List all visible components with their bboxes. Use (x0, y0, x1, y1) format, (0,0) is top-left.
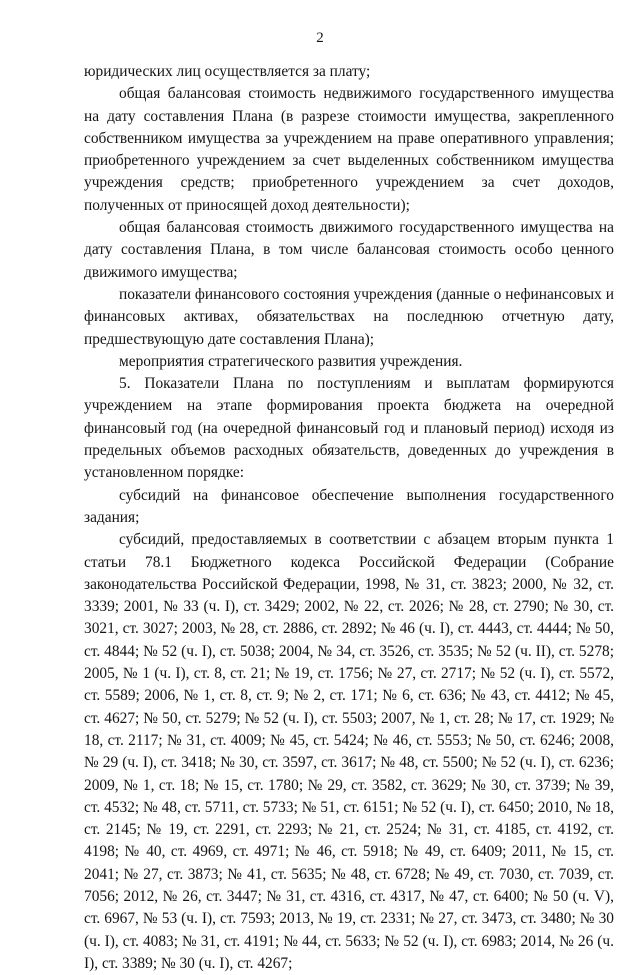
page-number: 2 (316, 30, 324, 46)
paragraph-3: общая балансовая стоимость движимого государственного имущества на дату составления Плана, в том числе балансовая стоимость особо ценного движимого имущества; (84, 219, 614, 281)
paragraph-4: показатели финансового состояния учреждения (данные о нефинансовых и финансовых активах, обязательствах на последнюю отчетную дату, предшествующую дате составления Плана); (84, 285, 614, 348)
paragraph-7: субсидий на финансовое обеспечение выполнения государственного задания; (84, 486, 614, 526)
paragraph-6: 5. Показатели Плана по поступлениям и выплатам формируются учреждением на этапе формирования проекта бюджета на очередной финансовый год (на очередной финансовый год и плановый период) исходя из предельных объемов расходных обязательств, доведенных до учреждения в установленном порядке: (84, 375, 614, 482)
paragraph-5: мероприятия стратегического развития учреждения. (119, 352, 463, 370)
paragraph-2: общая балансовая стоимость недвижимого государственного имущества на дату составления Плана (в разрезе стоимости имущества, закрепленного собственником имущества за учреждением на праве оперативного управления; приобретенного учреждением за счет выделенных собственником имущества учреждения средств; приобретенного учреждением за счет доходов, полученных от приносящей доход деятельности); (84, 85, 614, 214)
document-body (84, 61, 614, 975)
paragraph-8: субсидий, предоставляемых в соответствии с абзацем вторым пункта 1 статьи 78.1 Бюджетного кодекса Российской Федерации (Собрание законодательства Российской Федерации, 1998, № 31, ст. 3823; 2000, № 32, ст. 3339; 2001, № 33 (ч. I), ст. 3429; 2002, № 22, ст. 2026; № 28, ст. 2790; № 30, ст. 3021, ст. 3027; 2003, № 28, ст. 2886, ст. 2892; № 46 (ч. I), ст. 4443, ст. 4444; № 50, ст. 4844; № 52 (ч. I), ст. 5038; 2004, № 34, ст. 3526, ст. 3535; № 52 (ч. II), ст. 5278; 2005, № 1 (ч. I), ст. 8, ст. 21; № 19, ст. 1756; № 27, ст. 2717; № 52 (ч. I), ст. 5572, ст. 5589; 2006, № 1, ст. 8, ст. 9; № 2, ст. 171; № 6, ст. 636; № 43, ст. 4412; № 45, ст. 4627; № 50, ст. 5279; № 52 (ч. I), ст. 5503; 2007, № 1, ст. 28; № 17, ст. 1929; № 18, ст. 2117; № 31, ст. 4009; № 45, ст. 5424; № 46, ст. 5553; № 50, ст. 6246; 2008, № 29 (ч. I), ст. 3418; № 30, ст. 3597, ст. 3617; № 48, ст. 5500; № 52 (ч. I), ст. 6236; 2009, № 1, ст. 18; № 15, ст. 1780; № 29, ст. 3582, ст. 3629; № 30, ст. 3739; № 39, ст. 4532; № 48, ст. 5711, ст. 5733; № 51, ст. 6151; № 52 (ч. I), ст. 6450; 2010, № 18, ст. 2145; № 19, ст. 2291, ст. 2293; № 21, ст. 2524; № 31, ст. 4185, ст. 4192, ст. 4198; № 40, ст. 4969, ст. 4971; № 46, ст. 5918; № 49, ст. 6409; 2011, № 15, ст. 2041; № 27, ст. 3873; № 41, ст. 5635; № 48, ст. 6728; № 49, ст. 7030, ст. 7039, ст. 7056; 2012, № 26, ст. 3447; № 31, ст. 4316, ст. 4317, № 47, ст. 6400; № 50 (ч. V), ст. 6967, № 53 (ч. I), ст. 7593; 2013, № 19, ст. 2331; № 27, ст. 3473, ст. 3480; № 30 (ч. I), ст. 4083; № 31, ст. 4191; № 44, ст. 5633; № 52 (ч. I), ст. 6983; 2014, № 26 (ч. I), ст. 3389; № 30 (ч. I), ст. 4267; (84, 531, 614, 972)
paragraph-1: юридических лиц осуществляется за плату; (84, 63, 371, 80)
